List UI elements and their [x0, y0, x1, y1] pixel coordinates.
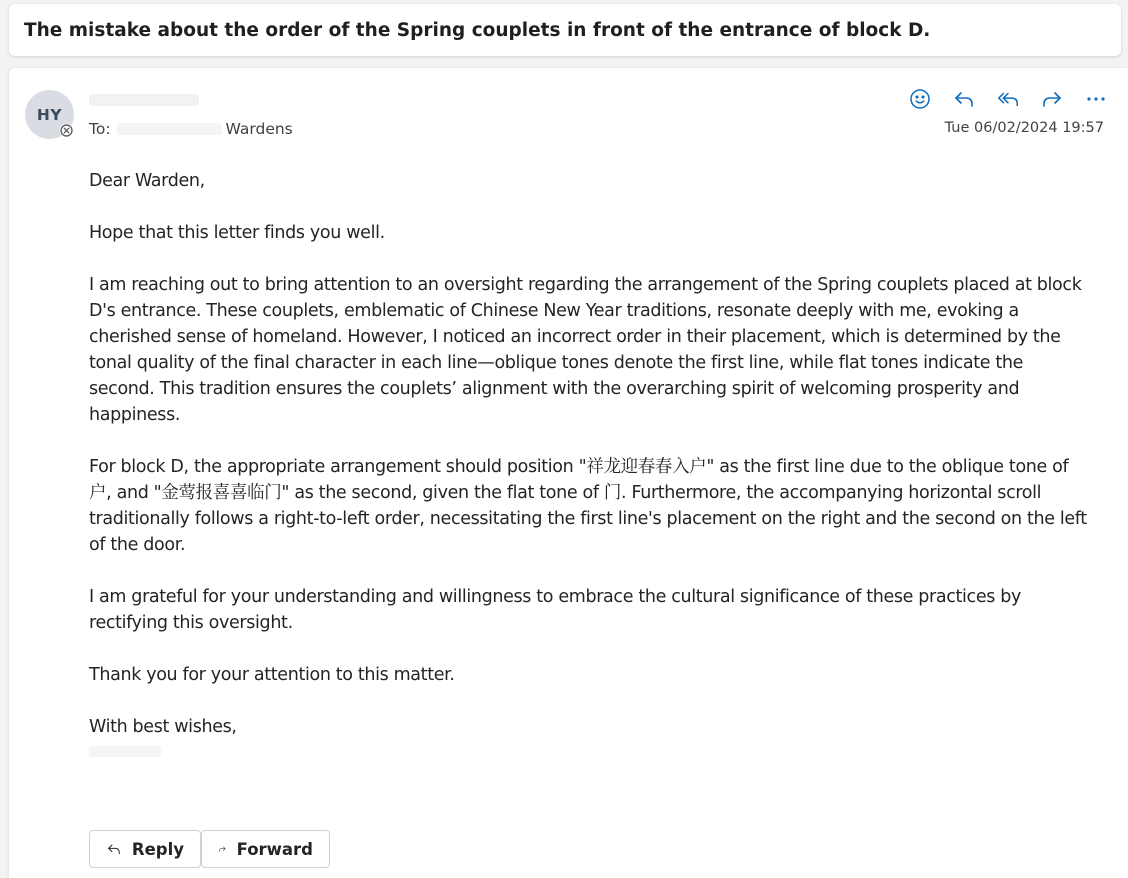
body-paragraph: For block D, the appropriate arrangement should position "祥龙迎春春入户" as the first line due to the oblique tone of 户, and "金莺报喜喜临门" as the second, given the flat tone of 门. Furthermore, the accompanying horizontal scroll traditionally follows a right-to-left order, necessitating the first line's placement on the right and the second on the left of the door.	[89, 457, 1087, 555]
reply-icon[interactable]	[952, 87, 976, 111]
avatar-initials: HY	[36, 105, 63, 124]
reply-all-icon[interactable]	[996, 87, 1020, 111]
subject-bar	[9, 4, 1121, 56]
message-card	[9, 68, 1128, 878]
closing: With best wishes,	[89, 717, 237, 737]
recipient-redacted	[117, 123, 222, 135]
sent-timestamp: Tue 06/02/2024 19:57	[944, 120, 1104, 136]
salutation: Dear Warden,	[89, 171, 205, 191]
body-paragraph: I am grateful for your understanding and willingness to embrace the cultural significance of these practices by rectifying this oversight.	[89, 587, 1021, 633]
recipient-name[interactable]: Wardens	[225, 120, 293, 138]
reply-icon	[106, 839, 122, 859]
message-body	[89, 168, 1089, 766]
presence-offline-icon	[59, 123, 74, 138]
message-toolbar	[888, 87, 1108, 111]
body-paragraph: Hope that this letter finds you well.	[89, 223, 385, 243]
more-options-icon[interactable]	[1084, 87, 1108, 111]
sender-name-redacted	[89, 94, 199, 106]
body-paragraph: I am reaching out to bring attention to an oversight regarding the arrangement of the Spring couplets placed at block D's entrance. These couplets, emblematic of Chinese New Year traditions, resonate deeply with me, evoking a cherished sense of homeland. However, I noticed an incorrect order in their placement, which is determined by the tonal quality of the final character in each line—oblique tones denote the first line, while flat tones indicate the second. This tradition ensures the couplets’ alignment with the overarching spirit of welcoming prosperity and happiness.	[89, 275, 1082, 425]
forward-icon[interactable]	[1040, 87, 1064, 111]
forward-button[interactable]	[201, 830, 330, 868]
emoji-icon[interactable]	[908, 87, 932, 111]
to-label: To:	[89, 120, 111, 138]
forward-button-label: Forward	[236, 839, 313, 859]
reply-button[interactable]	[89, 830, 201, 868]
recipients-row	[89, 120, 293, 138]
body-paragraph: Thank you for your attention to this matter.	[89, 665, 455, 685]
forward-icon	[218, 839, 227, 859]
reply-button-label: Reply	[131, 839, 184, 859]
email-subject: The mistake about the order of the Spring couplets in front of the entrance of block D.	[24, 19, 931, 41]
signature-redacted	[89, 746, 161, 757]
